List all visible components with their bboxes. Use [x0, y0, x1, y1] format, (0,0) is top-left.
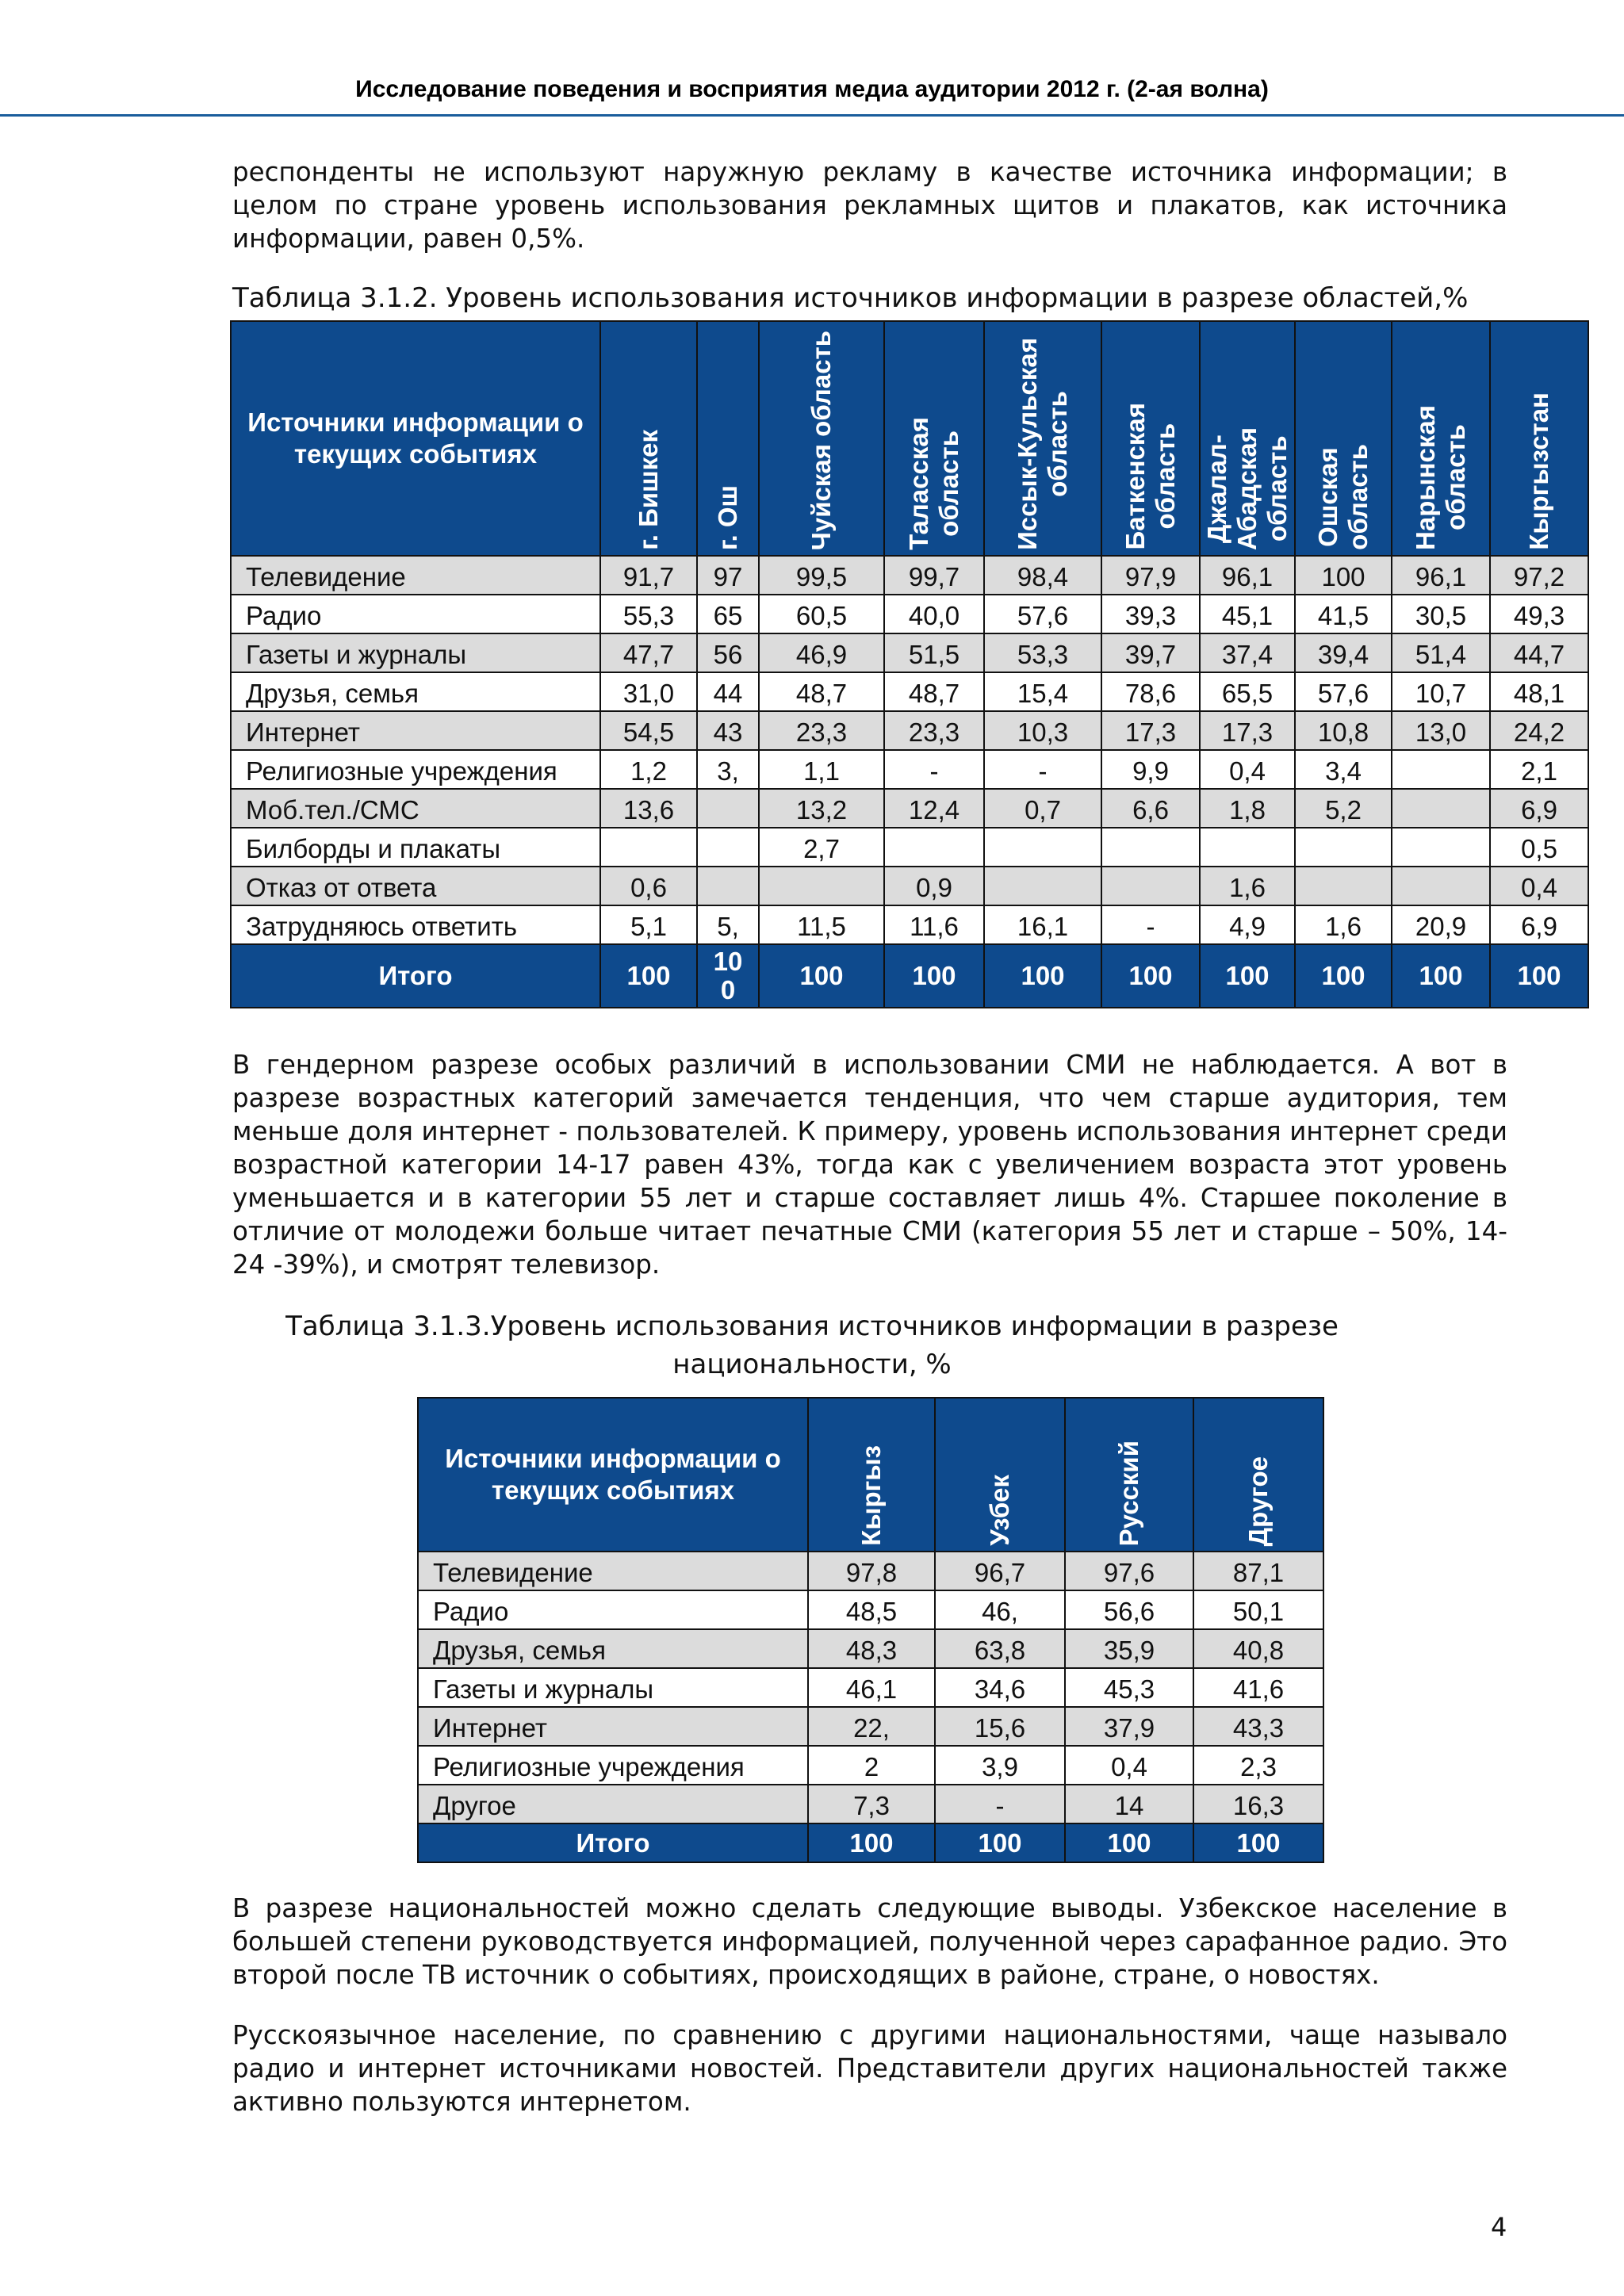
- column-header: Другое: [1193, 1398, 1323, 1552]
- total-row: [231, 944, 1588, 1008]
- table-cell: 56: [697, 633, 759, 672]
- column-header: Чуйская область: [759, 321, 884, 556]
- table-cell: 6,9: [1490, 789, 1588, 828]
- table-row: [418, 1707, 1323, 1746]
- table-cell: 45,3: [1065, 1668, 1193, 1707]
- page-number: 4: [1491, 2212, 1507, 2242]
- table-by-region: [230, 320, 1589, 1008]
- table-cell: [1392, 750, 1490, 789]
- table1-label-header: Источники информации о текущих событиях: [231, 321, 600, 556]
- table-cell: 97: [697, 556, 759, 595]
- table-cell: 39,3: [1101, 595, 1200, 633]
- total-label: Итого: [231, 944, 600, 1008]
- total-label: Итого: [418, 1823, 808, 1862]
- table-row: [231, 595, 1588, 633]
- table-cell: 45,1: [1200, 595, 1295, 633]
- paragraph-1: респонденты не используют наружную рекламу в качестве источника информации; в целом по стране уровень использования рекламных щитов и плакатов, как источника информации, равен 0,5%.: [232, 157, 1507, 254]
- total-cell: 100: [1193, 1823, 1323, 1862]
- row-label: Билборды и плакаты: [231, 828, 600, 867]
- table-cell: 7,3: [808, 1785, 935, 1823]
- table-row: [231, 867, 1588, 905]
- table-cell: 0,5: [1490, 828, 1588, 867]
- table-cell: 39,7: [1101, 633, 1200, 672]
- row-label: Друзья, семья: [418, 1629, 808, 1668]
- column-header: Узбек: [935, 1398, 1065, 1552]
- table-cell: 97,6: [1065, 1552, 1193, 1590]
- table2-label-header: Источники информации о текущих событиях: [418, 1398, 808, 1552]
- total-row: [418, 1823, 1323, 1862]
- column-header: г. Бишкек: [600, 321, 697, 556]
- row-label: Другое: [418, 1785, 808, 1823]
- running-header: Исследование поведения и восприятия медиа аудитории 2012 г. (2-ая волна): [355, 76, 1269, 102]
- table-cell: 12,4: [884, 789, 984, 828]
- table-cell: [1200, 828, 1295, 867]
- table-cell: 57,6: [1295, 672, 1392, 711]
- table-cell: -: [935, 1785, 1065, 1823]
- paragraph-3: В разрезе национальностей можно сделать следующие выводы. Узбекское население в большей степени руководствуется информацией, полученной через сарафанное радио. Это второй после ТВ источник о событиях, происходящих в районе, стране, о новостях.: [232, 1893, 1507, 1990]
- row-label: Газеты и журналы: [418, 1668, 808, 1707]
- table-cell: 65: [697, 595, 759, 633]
- table-cell: 0,6: [600, 867, 697, 905]
- table-cell: 9,9: [1101, 750, 1200, 789]
- table-row: [231, 633, 1588, 672]
- table-cell: -: [884, 750, 984, 789]
- table-cell: 1,8: [1200, 789, 1295, 828]
- table-cell: 100: [1295, 556, 1392, 595]
- column-header: Кыргыз: [808, 1398, 935, 1552]
- table-cell: 96,1: [1200, 556, 1295, 595]
- column-header: г. Ош: [697, 321, 759, 556]
- table-cell: 97,8: [808, 1552, 935, 1590]
- table-cell: 23,3: [759, 711, 884, 750]
- table-cell: 11,6: [884, 905, 984, 944]
- total-cell: 100: [1490, 944, 1588, 1008]
- row-label: Телевидение: [418, 1552, 808, 1590]
- table-cell: 49,3: [1490, 595, 1588, 633]
- table-cell: 97,9: [1101, 556, 1200, 595]
- table-cell: 53,3: [984, 633, 1101, 672]
- table-cell: 1,6: [1200, 867, 1295, 905]
- table-row: [231, 828, 1588, 867]
- table-cell: 20,9: [1392, 905, 1490, 944]
- table-cell: 2,7: [759, 828, 884, 867]
- table-cell: 1,6: [1295, 905, 1392, 944]
- table-cell: 98,4: [984, 556, 1101, 595]
- table-cell: 10,3: [984, 711, 1101, 750]
- table2-caption-line2: национальности, %: [672, 1349, 952, 1380]
- table-cell: 13,0: [1392, 711, 1490, 750]
- row-label: Интернет: [231, 711, 600, 750]
- table-cell: 13,2: [759, 789, 884, 828]
- table-cell: 37,9: [1065, 1707, 1193, 1746]
- total-cell: 100: [884, 944, 984, 1008]
- table-row: [231, 750, 1588, 789]
- table-row: [231, 905, 1588, 944]
- table-cell: 34,6: [935, 1668, 1065, 1707]
- total-cell: 100: [935, 1823, 1065, 1862]
- row-label: Радио: [418, 1590, 808, 1629]
- total-cell: 100: [600, 944, 697, 1008]
- table-cell: 17,3: [1200, 711, 1295, 750]
- table-cell: 15,4: [984, 672, 1101, 711]
- table-cell: [697, 828, 759, 867]
- table-cell: 0,4: [1200, 750, 1295, 789]
- total-cell: 100: [808, 1823, 935, 1862]
- table-cell: 41,6: [1193, 1668, 1323, 1707]
- table-cell: 78,6: [1101, 672, 1200, 711]
- table-cell: 16,3: [1193, 1785, 1323, 1823]
- table-cell: [984, 867, 1101, 905]
- table-cell: 57,6: [984, 595, 1101, 633]
- table-cell: 46,1: [808, 1668, 935, 1707]
- table-cell: 11,5: [759, 905, 884, 944]
- table-cell: 0,4: [1065, 1746, 1193, 1785]
- column-header: Баткенская область: [1101, 321, 1200, 556]
- table-cell: [1101, 867, 1200, 905]
- table-cell: 60,5: [759, 595, 884, 633]
- table-cell: 3,9: [935, 1746, 1065, 1785]
- table-row: [231, 556, 1588, 595]
- table-row: [231, 711, 1588, 750]
- table-cell: [1392, 789, 1490, 828]
- row-label: Моб.тел./СМС: [231, 789, 600, 828]
- table-cell: 30,5: [1392, 595, 1490, 633]
- total-cell: 100: [1392, 944, 1490, 1008]
- table-cell: 96,7: [935, 1552, 1065, 1590]
- table-row: [231, 789, 1588, 828]
- paragraph-4: Русскоязычное население, по сравнению с другими национальностями, чаще называло радио и интернет источниками новостей. Представители других национальностей также активно пользуются интернетом.: [232, 2020, 1507, 2117]
- table-cell: 5,1: [600, 905, 697, 944]
- table-cell: 3,: [697, 750, 759, 789]
- column-header: Русский: [1065, 1398, 1193, 1552]
- table-cell: -: [1101, 905, 1200, 944]
- total-cell: 100: [1065, 1823, 1193, 1862]
- row-label: Интернет: [418, 1707, 808, 1746]
- table-row: [418, 1668, 1323, 1707]
- row-label: Религиозные учреждения: [418, 1746, 808, 1785]
- table-cell: 2,3: [1193, 1746, 1323, 1785]
- table2-caption-line1: Таблица 3.1.3.Уровень использования источников информации в разрезе: [285, 1311, 1339, 1342]
- table-cell: 48,3: [808, 1629, 935, 1668]
- table-cell: 10,8: [1295, 711, 1392, 750]
- table-cell: 2: [808, 1746, 935, 1785]
- table-cell: [1295, 867, 1392, 905]
- table-row: [231, 672, 1588, 711]
- table-cell: 3,4: [1295, 750, 1392, 789]
- paragraph-2: В гендерном разрезе особых различий в использовании СМИ не наблюдается. А вот в разрезе возрастных категорий замечается тенденция, что чем старше аудитория, тем меньше доля интернет - пользователей. К примеру, уровень использования интернет среди возрастной категории 14-17 равен 43%, тогда как с увеличением возраста этот уровень уменьшается и в категории 55 лет и старше составляет лишь 4%. Старшее поколение в отличие от молодежи больше читает печатные СМИ (категория 55 лет и старше – 50%, 14-24 -39%), и смотрят телевизор.: [232, 1050, 1507, 1280]
- table-cell: 97,2: [1490, 556, 1588, 595]
- table-cell: 48,7: [759, 672, 884, 711]
- table-cell: 23,3: [884, 711, 984, 750]
- table-cell: 44: [697, 672, 759, 711]
- table-cell: 0,9: [884, 867, 984, 905]
- table-cell: 22,: [808, 1707, 935, 1746]
- row-label: Затрудняюсь ответить: [231, 905, 600, 944]
- table-cell: 56,6: [1065, 1590, 1193, 1629]
- table-cell: 2,1: [1490, 750, 1588, 789]
- table-cell: 1,2: [600, 750, 697, 789]
- table-cell: 40,0: [884, 595, 984, 633]
- total-cell: 100: [1295, 944, 1392, 1008]
- table-cell: 91,7: [600, 556, 697, 595]
- table-by-nationality: [417, 1397, 1324, 1863]
- table-cell: 48,7: [884, 672, 984, 711]
- column-header: Кыргызстан: [1490, 321, 1588, 556]
- table-cell: 39,4: [1295, 633, 1392, 672]
- column-header: Джалал- Абадская область: [1200, 321, 1295, 556]
- total-cell: 100: [759, 944, 884, 1008]
- table-cell: 46,9: [759, 633, 884, 672]
- row-label: Газеты и журналы: [231, 633, 600, 672]
- table-cell: 55,3: [600, 595, 697, 633]
- table-cell: [884, 828, 984, 867]
- table-cell: 54,5: [600, 711, 697, 750]
- column-header: Иссык-Кульская область: [984, 321, 1101, 556]
- total-cell: 10 0: [697, 944, 759, 1008]
- table-cell: 1,1: [759, 750, 884, 789]
- column-header: Нарынская область: [1392, 321, 1490, 556]
- table-cell: 35,9: [1065, 1629, 1193, 1668]
- row-label: Отказ от ответа: [231, 867, 600, 905]
- table-cell: [600, 828, 697, 867]
- table-cell: 44,7: [1490, 633, 1588, 672]
- table-cell: [1392, 867, 1490, 905]
- table-cell: 65,5: [1200, 672, 1295, 711]
- table-cell: 5,2: [1295, 789, 1392, 828]
- table-cell: 51,5: [884, 633, 984, 672]
- table-cell: 4,9: [1200, 905, 1295, 944]
- table-cell: 14: [1065, 1785, 1193, 1823]
- table-cell: 46,: [935, 1590, 1065, 1629]
- table-cell: 24,2: [1490, 711, 1588, 750]
- row-label: Друзья, семья: [231, 672, 600, 711]
- table-cell: 63,8: [935, 1629, 1065, 1668]
- table-cell: 96,1: [1392, 556, 1490, 595]
- table-cell: 51,4: [1392, 633, 1490, 672]
- table-cell: [697, 789, 759, 828]
- table-cell: [984, 828, 1101, 867]
- table-cell: 48,1: [1490, 672, 1588, 711]
- table-cell: 6,6: [1101, 789, 1200, 828]
- table-cell: 99,5: [759, 556, 884, 595]
- row-label: Телевидение: [231, 556, 600, 595]
- table-cell: -: [984, 750, 1101, 789]
- table-cell: 0,7: [984, 789, 1101, 828]
- table-cell: 50,1: [1193, 1590, 1323, 1629]
- table-cell: 43: [697, 711, 759, 750]
- table-cell: 5,: [697, 905, 759, 944]
- table-row: [418, 1552, 1323, 1590]
- table1-caption: Таблица 3.1.2. Уровень использования источников информации в разрезе областей,%: [232, 282, 1469, 314]
- table-cell: 40,8: [1193, 1629, 1323, 1668]
- table-cell: 6,9: [1490, 905, 1588, 944]
- table-cell: 43,3: [1193, 1707, 1323, 1746]
- table-cell: 87,1: [1193, 1552, 1323, 1590]
- table-row: [418, 1590, 1323, 1629]
- row-label: Религиозные учреждения: [231, 750, 600, 789]
- table-cell: 37,4: [1200, 633, 1295, 672]
- table-cell: 31,0: [600, 672, 697, 711]
- table-cell: [1101, 828, 1200, 867]
- total-cell: 100: [1101, 944, 1200, 1008]
- table-cell: 41,5: [1295, 595, 1392, 633]
- table-cell: 17,3: [1101, 711, 1200, 750]
- table-cell: [697, 867, 759, 905]
- table-cell: 48,5: [808, 1590, 935, 1629]
- table-cell: 16,1: [984, 905, 1101, 944]
- table-row: [418, 1746, 1323, 1785]
- table-cell: 13,6: [600, 789, 697, 828]
- table-cell: 47,7: [600, 633, 697, 672]
- total-cell: 100: [984, 944, 1101, 1008]
- table-cell: [1392, 828, 1490, 867]
- table-cell: [1295, 828, 1392, 867]
- table-cell: 0,4: [1490, 867, 1588, 905]
- table-row: [418, 1785, 1323, 1823]
- table-cell: [759, 867, 884, 905]
- total-cell: 100: [1200, 944, 1295, 1008]
- table-cell: 15,6: [935, 1707, 1065, 1746]
- row-label: Радио: [231, 595, 600, 633]
- table-cell: 99,7: [884, 556, 984, 595]
- table-cell: 10,7: [1392, 672, 1490, 711]
- column-header: Таласская область: [884, 321, 984, 556]
- column-header: Ошская область: [1295, 321, 1392, 556]
- table-row: [418, 1629, 1323, 1668]
- header-rule: [0, 114, 1624, 117]
